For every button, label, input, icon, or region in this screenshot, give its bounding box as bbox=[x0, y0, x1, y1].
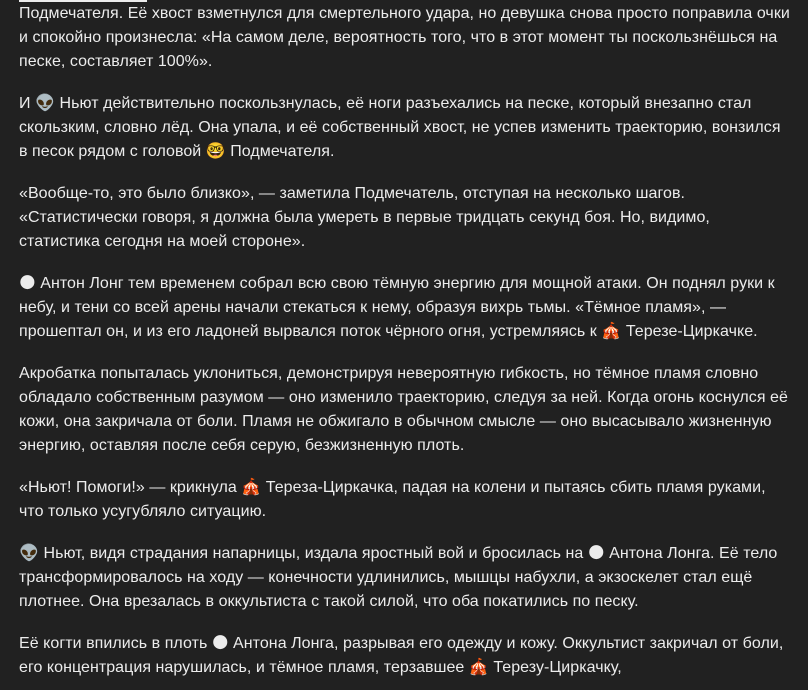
paragraph: Подмечателя. Её хвост взметнулся для смертельного удара, но девушка снова просто поправила очки и спокойно произнесла: «На самом деле, вероятность того, что в этот момент ты поскользнёшься на песке, составляет 100%». bbox=[19, 5, 790, 70]
paragraph: 👽 Ньют, видя страдания напарницы, издала яростный вой и бросилась на 🌑 Антона Лонга. Её тело трансформировалось на ходу — конечности удлинились, мышцы набухли, а экзоскелет стал ещё плотнее. Она врезалась в оккультиста с такой силой, что оба покатились по песку. bbox=[19, 545, 778, 610]
paragraph: «Вообще-то, это было близко», — заметила Подмечатель, отступая на несколько шагов. «Статистически говоря, я должна была умереть в первые тридцать секунд боя. Но, видимо, статистика сегодня на моей стороне». bbox=[19, 185, 710, 250]
paragraph: «Ньют! Помоги!» — крикнула 🎪 Тереза-Циркачка, падая на колени и пытаясь сбить пламя руками, что только усугубляло ситуацию. bbox=[19, 479, 766, 520]
paragraph: Акробатка попыталась уклониться, демонстрируя невероятную гибкость, но тёмное пламя словно обладало собственным разумом — оно изменило траекторию, следуя за ней. Когда огонь коснулся её кожи, она закричала от боли. Пламя не обжигало в обычном смысле — оно высасывало жизненную энергию, оставляя после себя серую, безжизненную плоть. bbox=[19, 365, 788, 454]
paragraph: Её когти впились в плоть 🌑 Антона Лонга, разрывая его одежду и кожу. Оккультист закричал от боли, его концентрация нарушилась, и тёмное пламя, терзавшее 🎪 Терезу-Циркачку, bbox=[19, 635, 784, 676]
paragraph: И 👽 Ньют действительно поскользнулась, её ноги разъехались на песке, который внезапно стал скользким, словно лёд. Она упала, и её собственный хвост, не успев изменить траекторию, вонзился в песок рядом с головой 🤓 Подмечателя. bbox=[19, 95, 781, 160]
story-text bbox=[19, 2, 791, 690]
paragraph: 🌑 Антон Лонг тем временем собрал всю свою тёмную энергию для мощной атаки. Он поднял руки к небу, и тени со всей арены начали стекаться к нему, образуя вихрь тьмы. «Тёмное пламя», — прошептал он, и из его ладоней вырвался поток чёрного огня, устремляясь к 🎪 Терезе-Циркачке. bbox=[19, 275, 775, 340]
bottom-fade bbox=[0, 682, 808, 690]
